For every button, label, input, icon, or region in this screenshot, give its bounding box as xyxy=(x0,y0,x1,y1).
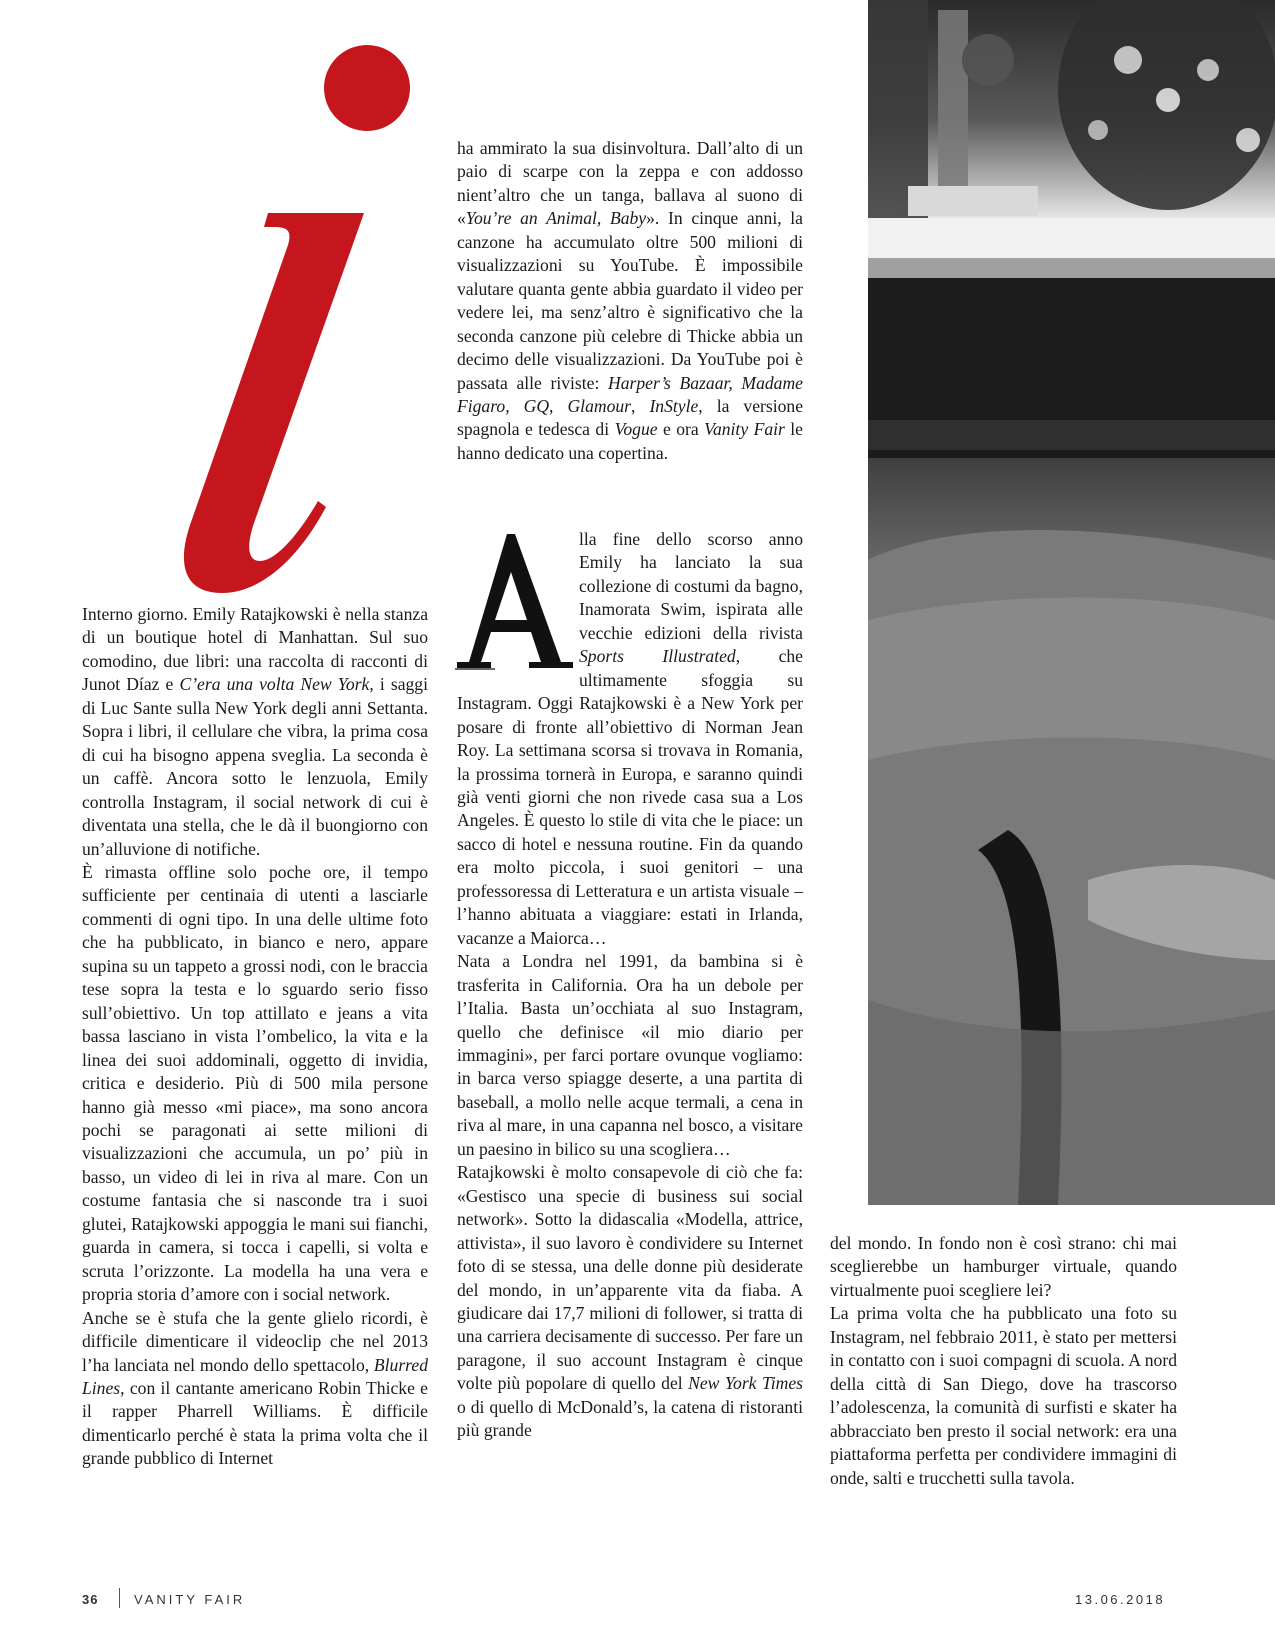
paragraph: Interno giorno. Emily Ratajkowski è nella stanza di un boutique hotel di Manhattan. Sul suo comodino, due libri: una raccolta di racconti di Junot Díaz e C’era una volta New York, i saggi di Luc Sante sulla New York degli anni Settanta. Sopra i libri, il cellulare che vibra, la prima cosa di cui ha bisogno appena sveglia. La seconda è un caffè. Ancora sotto le lenzuola, Emily controlla Instagram, il social network di cui è diventata una stella, che le dà il buongiorno con un’alluvione di notifiche. xyxy=(82,604,428,859)
paragraph: È rimasta offline solo poche ore, il tempo sufficiente per centinaia di utenti a lasciarle commenti di ogni tipo. In una delle ultime foto che ha pubblicato, in bianco e nero, appare supina su un tappeto a grossi nodi, con le braccia tese sopra la testa e lo sguardo serio fisso sull’obiettivo. Un top attillato e jeans a vita bassa lasciano in vista l’ombelico, la vita e la linea dei suoi addominali, oggetto di invidia, critica e desiderio. Più di 500 mila persone hanno già messo «mi piace», ma sono ancora pochi se paragonati ai sette milioni di visualizzazioni che accumula, un po’ più in basso, un video di lei in riva al mare. Con un costume fantasia che si nasconde tra i suoi glutei, Ratajkowski appoggia le mani sui fianchi, guarda in camera, si tocca i capelli, si volta e scruta l’orizzonte. La modella ha una vera e propria storia d’amore con i social network. xyxy=(82,861,428,1305)
paragraph: Anche se è stufa che la gente glielo ricordi, è difficile dimenticare il videoclip che nel 2013 l’ha lanciata nel mondo dello spettacolo, Blurred Lines, con il cantante americano Robin Thicke e il rapper Pharrell Williams. È difficile dimenticarlo perché è stata la prima volta che il grande pubblico di Internet xyxy=(82,1307,428,1469)
photo xyxy=(868,0,1275,1205)
magazine-name: VANITY FAIR xyxy=(134,1592,246,1607)
drop-initial-dot xyxy=(324,45,410,131)
paragraph: ha ammirato la sua disinvoltura. Dall’alto di un paio di scarpe con la zeppa e con addosso nient’altro che un tanga, ballava al suono di «You’re an Animal, Baby». In cinque anni, la canzone ha accumulato oltre 500 milioni di visualizzazioni su YouTube. È impossibile valutare quanta gente abbia guardato il video per vedere lei, ma senz’altro è significativo che la seconda canzone più celebre di Thicke abbia un decimo delle visualizzazioni. Da YouTube poi è passata alle riviste: Harper’s Bazaar, Madame Figaro, GQ, Glamour, InStyle, la versione spagnola e tedesca di Vogue e ora Vanity Fair le hanno dedicato una copertina. xyxy=(457,138,804,463)
paragraph: Nata a Londra nel 1991, da bambina si è trasferita in California. Ora ha un debole per l’Italia. Basta un’occhiata al suo Instagram, quello che definisce «il mio diario per immagini», per farci portare ovunque vogliamo: in barca verso spiagge deserte, a una partita di baseball, a mollo nelle acque termali, a cena in riva al mare, in una capanna nel bosco, a visitare un paesino in bilico su una scogliera… xyxy=(457,951,803,1159)
article-column-3 xyxy=(830,1232,1177,1490)
article-column-2-top xyxy=(457,137,803,465)
dropcap-a xyxy=(455,528,573,673)
footer-divider xyxy=(119,1588,120,1608)
paragraph: lla fine dello scorso anno Emily ha lanciato la sua collezione di costumi da bagno, Inamorata Swim, ispirata alle vecchie edizioni della rivista Sports Illustrated, che ultimamente sfoggia su Instagram. Oggi Ratajkowski è a New York per posare di fronte all’obiettivo di Norman Jean Roy. La settimana scorsa si trovava in Romania, la prossima tornerà in Europa, e saranno quindi già venti giorni che non rivede casa sua a Los Angeles. È questo lo stile di vita che le piace: un sacco di hotel e nessuna routine. Fin da quando era molto piccola, i suoi genitori – una professoressa di Letteratura e un artista visuale – l’hanno abituata a viaggiare: estati in Irlanda, vacanze a Maiorca… xyxy=(457,529,803,948)
article-column-2-bottom xyxy=(457,528,803,1443)
paragraph: La prima volta che ha pubblicato una foto su Instagram, nel febbraio 2011, è stato per mettersi in contatto con i suoi compagni di scuola. A nord della città di San Diego, dove ha trascorso l’adolescenza, la comunità di surfisti e skater ha abbracciato ben presto il social network: era una piattaforma perfetta per condividere immagini di onde, salti e trucchetti sulla tavola. xyxy=(830,1303,1177,1488)
page-number: 36 xyxy=(82,1592,99,1607)
article-column-1 xyxy=(82,603,428,1471)
drop-initial-i-icon xyxy=(150,205,380,595)
issue-date: 13.06.2018 xyxy=(1075,1592,1166,1607)
photo-image-icon xyxy=(868,0,1275,1205)
paragraph: del mondo. In fondo non è così strano: chi mai sceglierebbe un hamburger virtuale, quando virtualmente puoi scegliere lei? xyxy=(830,1233,1177,1300)
paragraph: Ratajkowski è molto consapevole di ciò che fa: «Gestisco una specie di business sui social network». Sotto la didascalia «Modella, attrice, attivista», il suo lavoro è condividere su Internet foto di se stessa, una delle donne più desiderate del mondo, in un’apparente vita da fiaba. A giudicare dai 17,7 milioni di follower, si tratta di una carriera decisamente di successo. Per fare un paragone, il suo account Instagram è cinque volte più popolare di quello del New York Times o di quello di McDonald’s, la catena di ristoranti più grande xyxy=(457,1162,804,1441)
